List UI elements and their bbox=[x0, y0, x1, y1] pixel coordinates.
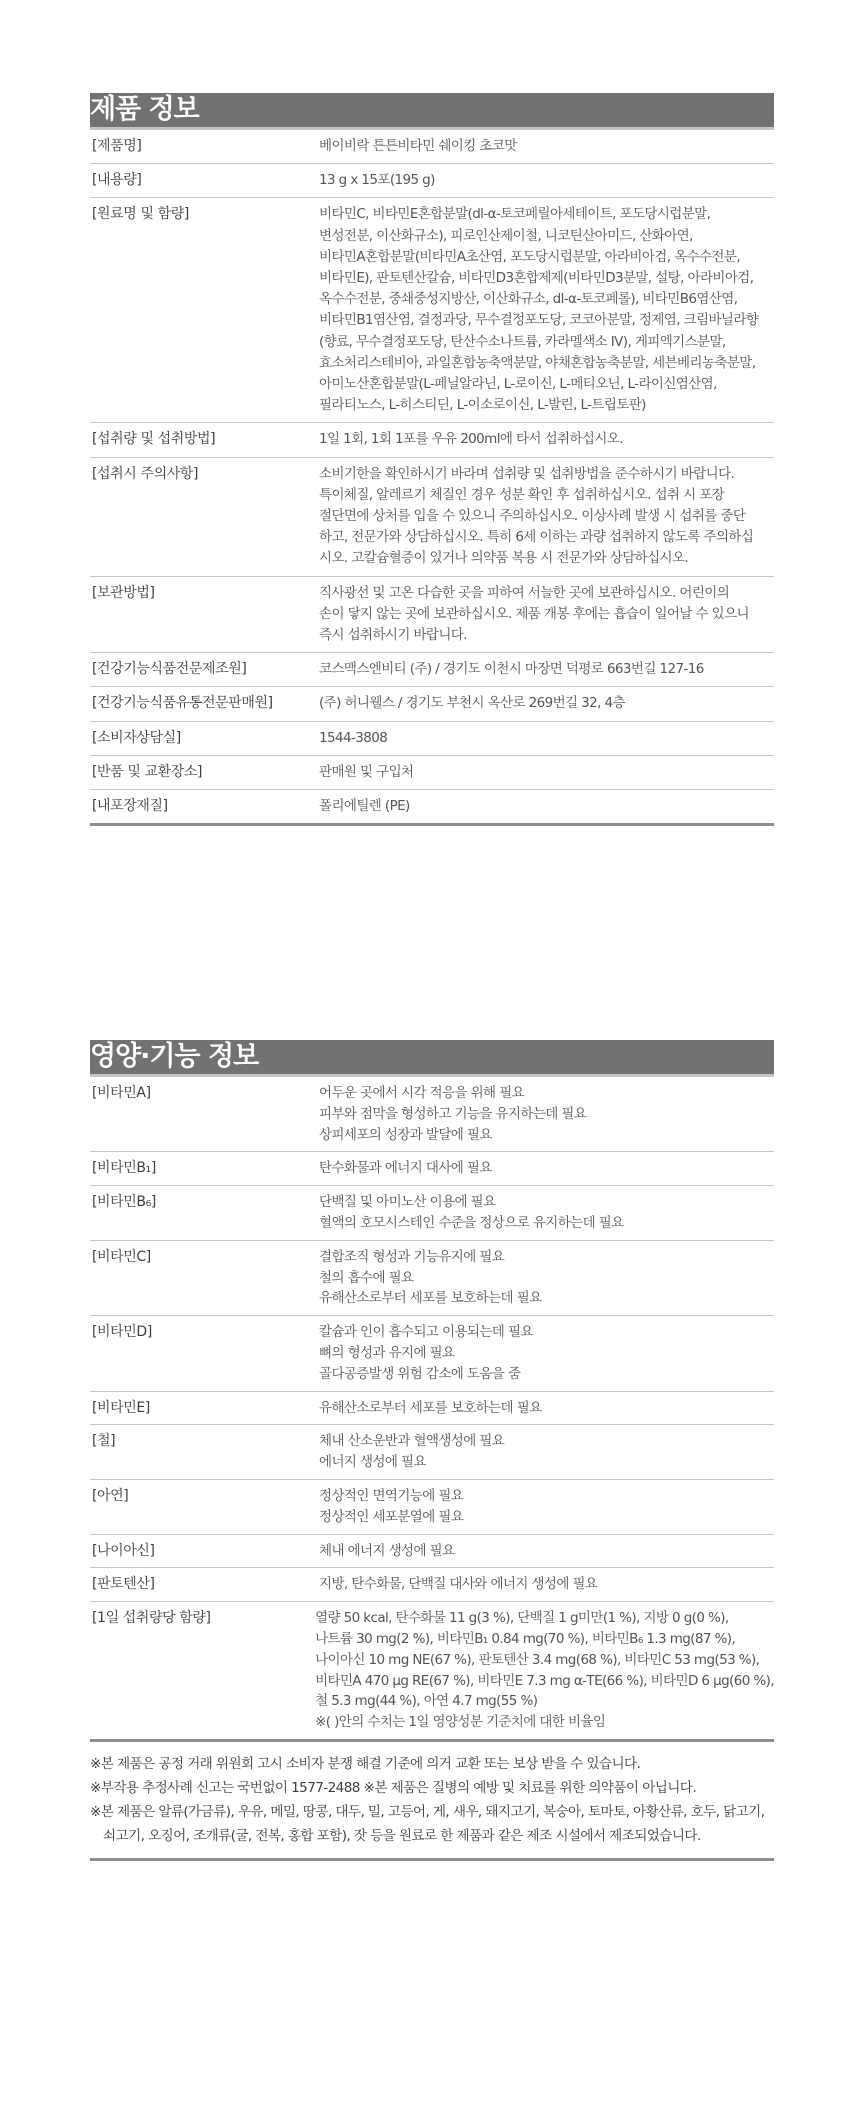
table-row bbox=[90, 1568, 774, 1602]
row-label: [비타민E] bbox=[92, 1399, 150, 1416]
row-value-line: 체내 에너지 생성에 필요 bbox=[319, 1542, 455, 1559]
nutrition-info-table bbox=[90, 1077, 774, 1739]
table-row bbox=[90, 653, 774, 687]
table-row bbox=[90, 756, 774, 790]
row-value-line: 소비기한을 확인하시기 바라며 섭취량 및 섭취방법을 준수하시기 바랍니다. bbox=[319, 465, 735, 482]
row-value-line: (향료, 무수결정포도당, 탄산수소나트륨, 카라멜색소 IV), 게피엑기스분말, bbox=[319, 333, 726, 350]
row-value-line: 체내 산소운반과 혈액생성에 필요 bbox=[319, 1433, 505, 1450]
table-row bbox=[90, 1602, 774, 1739]
row-value-line: 혈액의 호모시스테인 수준을 정상으로 유지하는데 필요 bbox=[319, 1214, 624, 1231]
row-label: [소비자상담실] bbox=[92, 729, 181, 746]
row-value-line: 손이 닿지 않는 곳에 보관하십시오. 제품 개봉 후에는 흡습이 일어날 수 있으니 bbox=[319, 605, 749, 622]
table-row bbox=[90, 722, 774, 756]
row-value-line: 나트륨 30 mg(2 %), 비타민B₁ 0.84 mg(70 %), 비타민B₆ 1.3 mg(87 %), bbox=[315, 1630, 736, 1647]
nutrition-info-title: 영양·기능 정보 bbox=[90, 1040, 274, 1074]
row-label: [섭취시 주의사항] bbox=[92, 465, 199, 482]
product-info-section bbox=[90, 93, 774, 826]
row-value-line: 폴리에틸렌 (PE) bbox=[319, 798, 410, 815]
row-value bbox=[319, 796, 774, 817]
row-value-line: 에너지 생성에 필요 bbox=[319, 1454, 426, 1471]
footnote-line: ※부작용 추정사례 신고는 국번없이 1577-2488 ※본 제품은 질병의 예방 및 치료를 위한 의약품이 아닙니다. bbox=[90, 1779, 697, 1796]
row-value bbox=[319, 659, 774, 680]
table-row bbox=[90, 198, 774, 423]
row-label: [건강기능식품전문제조원] bbox=[92, 661, 247, 678]
row-value-line: 베이비락 튼튼비타민 쉐이킹 초코맛 bbox=[319, 138, 517, 154]
row-value bbox=[319, 693, 774, 714]
row-value bbox=[319, 170, 774, 191]
row-value bbox=[319, 1541, 774, 1562]
product-info-title-band bbox=[90, 93, 774, 127]
row-value-line: 유해산소로부터 세포를 보호하는데 필요 bbox=[319, 1290, 542, 1307]
table-row bbox=[90, 458, 774, 577]
nutrition-info-section bbox=[90, 1040, 774, 1861]
row-value bbox=[319, 1192, 774, 1234]
table-row bbox=[90, 687, 774, 721]
row-value bbox=[319, 1431, 774, 1473]
row-value bbox=[319, 429, 774, 450]
row-value-line: 비타민B1염산염, 결정과당, 무수결정포도당, 코코아분말, 정제염, 크림바닐라향 bbox=[319, 312, 759, 329]
row-value-line: 비타민A혼합분말(비타민A초산염, 포도당시럽분말, 아라비아검, 옥수수전분, bbox=[319, 248, 741, 265]
footnotes bbox=[90, 1742, 774, 1848]
row-value-line: 지방, 탄수화물, 단백질 대사와 에너지 생성에 필요 bbox=[319, 1576, 598, 1593]
row-label: [나이아신] bbox=[92, 1542, 155, 1559]
row-value bbox=[319, 1322, 774, 1384]
row-value-line: 특이체질, 알레르기 체질인 경우 성분 확인 후 섭취하십시오. 섭취 시 포장 bbox=[319, 486, 725, 503]
row-label: [반품 및 교환장소] bbox=[92, 763, 203, 780]
row-label: [1일 섭취량당 함량] bbox=[92, 1610, 211, 1627]
footnote-line: ※본 제품은 알류(가금류), 우유, 메밀, 땅콩, 대두, 밀, 고등어, 게, 새우, 돼지고기, 복숭아, 토마토, 아황산류, 호두, 닭고기, bbox=[90, 1803, 765, 1820]
row-label: [비타민B₁] bbox=[92, 1160, 156, 1177]
row-value-line: 단백질 및 아미노산 이용에 필요 bbox=[319, 1194, 496, 1211]
row-value-line: 아미노산혼합분말(L-페닐알라닌, L-로이신, L-메티오닌, L-라이신염산염, bbox=[319, 376, 717, 393]
row-label: [원료명 및 함량] bbox=[92, 206, 189, 223]
footnote-line: 쇠고기, 오징어, 조개류(굴, 전복, 홍합 포함), 잣 등을 원료로 한 제품과 같은 제조 시설에서 제조되었습니다. bbox=[103, 1827, 701, 1844]
table-row bbox=[90, 1316, 774, 1391]
table-row bbox=[90, 423, 774, 457]
row-value bbox=[315, 1608, 774, 1733]
row-label: [건강기능식품유통전문판매원] bbox=[92, 695, 273, 712]
row-value bbox=[319, 583, 774, 647]
row-value-line: 유해산소로부터 세포를 보호하는데 필요 bbox=[319, 1399, 542, 1416]
row-value-line: 비타민E), 판토텐산칼슘, 비타민D3혼합제제(비타민D3분말, 설탕, 아라비아검, bbox=[319, 270, 754, 287]
row-label: [섭취량 및 섭취방법] bbox=[92, 431, 216, 448]
table-row bbox=[90, 1186, 774, 1241]
row-value-line: 상피세포의 성장과 발달에 필요 bbox=[319, 1126, 492, 1143]
row-value-line: 시오. 고칼슘혈증이 있거나 의약품 복용 시 전문가와 상담하십시오. bbox=[319, 550, 689, 567]
row-value bbox=[319, 1486, 774, 1528]
row-value bbox=[319, 1398, 774, 1419]
row-label: [내용량] bbox=[92, 172, 142, 189]
row-value-line: 코스맥스엔비티 (주) / 경기도 이천시 마장면 덕평로 663번길 127-16 bbox=[319, 661, 704, 678]
row-label: [아연] bbox=[92, 1487, 129, 1504]
row-value-line: 뼈의 형성과 유지에 필요 bbox=[319, 1344, 455, 1361]
nutrition-info-title-band bbox=[90, 1040, 774, 1074]
row-label: [보관방법] bbox=[92, 584, 155, 601]
row-value-line: ※( )안의 수치는 1일 영양성분 기준치에 대한 비율임 bbox=[315, 1714, 606, 1731]
row-label: [비타민B₆] bbox=[92, 1194, 156, 1211]
row-label: [비타민D] bbox=[92, 1324, 152, 1341]
row-label: [판토텐산] bbox=[92, 1576, 155, 1593]
row-value bbox=[319, 1158, 774, 1179]
row-label: [철] bbox=[92, 1433, 116, 1450]
row-value-line: 철의 흡수에 필요 bbox=[319, 1269, 414, 1286]
row-value-line: 철 5.3 mg(44 %), 아연 4.7 mg(55 %) bbox=[315, 1693, 538, 1710]
table-row bbox=[90, 790, 774, 823]
row-value-line: 1일 1회, 1회 1포를 우유 200ml에 타서 섭취하십시오. bbox=[319, 431, 623, 448]
row-value-line: 비타민A 470 μg RE(67 %), 비타민E 7.3 mg α-TE(66 %), 비타민D 6 μg(60 %), bbox=[315, 1672, 774, 1689]
row-value-line: 효소처리스테비아, 과일혼합농축액분말, 야채혼합농축분말, 세븐베리농축분말, bbox=[319, 354, 756, 371]
table-row bbox=[90, 1392, 774, 1426]
table-row bbox=[90, 1480, 774, 1535]
row-value-line: 열량 50 kcal, 탄수화물 11 g(3 %), 단백질 1 g미만(1 %), 지방 0 g(0 %), bbox=[315, 1610, 729, 1627]
row-value bbox=[319, 1574, 774, 1595]
row-value-line: 1544-3808 bbox=[319, 729, 388, 746]
product-info-table bbox=[90, 130, 774, 823]
table-row bbox=[90, 577, 774, 654]
row-value-line: 옥수수전분, 중쇄중성지방산, 이산화규소, dl-α-토코페롤), 비타민B6염산염, bbox=[319, 291, 738, 308]
row-value-line: 나이아신 10 mg NE(67 %), 판토텐산 3.4 mg(68 %), 비타민C 53 mg(53 %), bbox=[315, 1651, 760, 1668]
table-row bbox=[90, 1152, 774, 1186]
row-value-line: 피부와 점막을 형성하고 기능을 유지하는데 필요 bbox=[319, 1105, 587, 1122]
row-value bbox=[319, 1083, 774, 1145]
footnotes-end-rule bbox=[90, 1858, 774, 1861]
row-value-line: 변성전분, 이산화규소), 피로인산제이철, 니코틴산아미드, 산화아연, bbox=[319, 227, 693, 244]
row-value-line: 13 g x 15포(195 g) bbox=[319, 172, 435, 189]
row-value bbox=[319, 728, 774, 749]
table-row bbox=[90, 1535, 774, 1569]
row-value-line: 칼슘과 인이 흡수되고 이용되는데 필요 bbox=[319, 1324, 533, 1341]
table-row bbox=[90, 164, 774, 198]
row-value-line: 정상적인 면역기능에 필요 bbox=[319, 1487, 464, 1504]
row-value-line: 어두운 곳에서 시각 적응을 위해 필요 bbox=[319, 1085, 525, 1101]
row-value-line: 절단면에 상처를 입을 수 있으니 주의하십시오. 이상사례 발생 시 섭취를 중단 bbox=[319, 508, 746, 525]
row-value bbox=[319, 464, 774, 570]
row-label: [비타민A] bbox=[92, 1085, 151, 1101]
table-end-rule bbox=[90, 823, 774, 826]
row-value-line: 판매원 및 구입처 bbox=[319, 763, 414, 780]
row-label: [내포장재질] bbox=[92, 798, 168, 815]
row-value-line: (주) 허니웰스 / 경기도 부천시 옥산로 269번길 32, 4층 bbox=[319, 695, 625, 712]
row-value-line: 직사광선 및 고온 다습한 곳을 피하여 서늘한 곳에 보관하십시오. 어린이의 bbox=[319, 584, 730, 601]
table-row bbox=[90, 1241, 774, 1316]
row-value-line: 골다공증발생 위험 감소에 도움을 줌 bbox=[319, 1365, 521, 1382]
row-value bbox=[319, 762, 774, 783]
row-value bbox=[319, 1247, 774, 1309]
row-value-line: 결합조직 형성과 기능유지에 필요 bbox=[319, 1248, 505, 1265]
row-label: [비타민C] bbox=[92, 1248, 151, 1265]
row-value bbox=[319, 204, 774, 416]
product-info-title: 제품 정보 bbox=[90, 93, 215, 127]
table-row bbox=[90, 130, 774, 164]
table-row bbox=[90, 1077, 774, 1152]
row-value-line: 탄수화물과 에너지 대사에 필요 bbox=[319, 1160, 492, 1177]
table-row bbox=[90, 1425, 774, 1480]
row-value-line: 필라티노스, L-히스티딘, L-이소로이신, L-발린, L-트립토판) bbox=[319, 397, 646, 414]
row-value-line: 하고, 전문가와 상담하십시오. 특히 6세 이하는 과량 섭취하지 않도록 주의하십 bbox=[319, 529, 754, 546]
row-value-line: 비타민C, 비타민E혼합분말(dl-α-토코페릴아세테이트, 포도당시럽분말, bbox=[319, 206, 711, 223]
row-value bbox=[319, 136, 774, 157]
footnote-line: ※본 제품은 공정 거래 위원회 고시 소비자 분쟁 해결 기준에 의거 교환 또는 보상 받을 수 있습니다. bbox=[90, 1755, 641, 1772]
row-value-line: 정상적인 세포분열에 필요 bbox=[319, 1508, 464, 1525]
row-value-line: 즉시 섭취하시기 바랍니다. bbox=[319, 627, 467, 644]
row-label: [제품명] bbox=[92, 138, 142, 154]
